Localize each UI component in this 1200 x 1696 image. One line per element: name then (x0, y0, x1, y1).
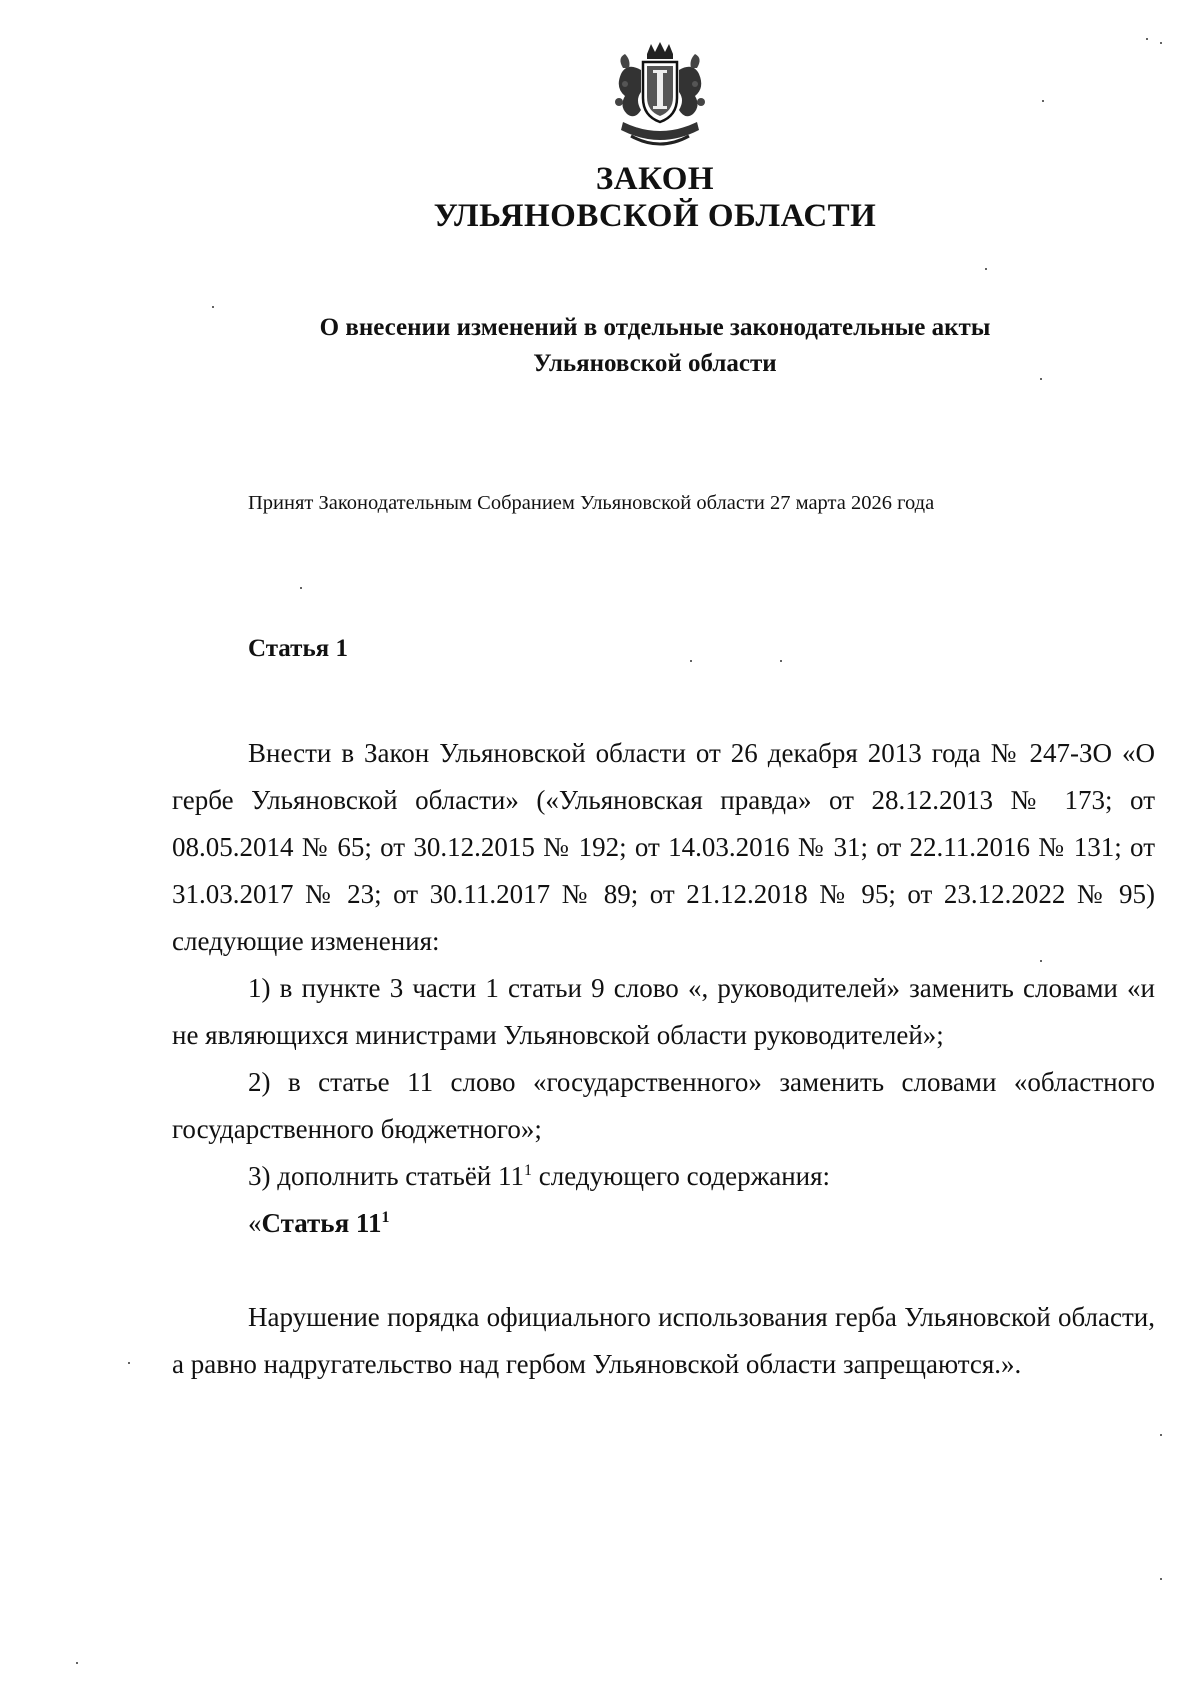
scan-speck (1160, 1434, 1162, 1436)
amendment-item-2: 2) в статье 11 слово «государственного» заменить словами «областного государственного бюджетного»; (172, 1067, 1155, 1144)
amendment-item-3-superscript: 1 (524, 1162, 532, 1179)
scan-speck (1160, 1578, 1162, 1580)
scan-speck (1042, 100, 1044, 102)
spacer (172, 1247, 1155, 1294)
new-article-heading-text: Статья 11 (261, 1208, 382, 1238)
scan-speck (212, 306, 214, 308)
scan-speck (1160, 42, 1162, 44)
scan-speck (76, 1662, 78, 1664)
article-body (172, 730, 1155, 1388)
document-type: ЗАКОН (595, 161, 715, 197)
scan-speck (1040, 378, 1042, 380)
coat-of-arms-icon (605, 40, 715, 155)
scan-speck (128, 1362, 130, 1364)
document-title-line2: Ульяновской области (533, 350, 777, 377)
amendment-item-3 (172, 1153, 1155, 1200)
new-article-superscript: 1 (381, 1209, 390, 1226)
scan-speck (300, 587, 302, 589)
document-issuer: УЛЬЯНОВСКОЙ ОБЛАСТИ (433, 198, 877, 234)
new-article-text: Нарушение порядка официального использования герба Ульяновской области, а равно надругательство над гербом Ульяновской области запрещаются.». (172, 1302, 1155, 1379)
amendment-item-1: 1) в пункте 3 части 1 статьи 9 слово «, руководителей» заменить словами «и не являющихся министрами Ульяновской области руководителей»; (172, 973, 1155, 1050)
amendment-item-3-tail: следующего содержания: (532, 1161, 831, 1191)
adoption-note: Принят Законодательным Собранием Ульяновской области 27 марта 2026 года (248, 492, 935, 514)
document-title-line1: О внесении изменений в отдельные законодательные акты (319, 314, 991, 341)
new-article-heading (172, 1200, 1155, 1247)
scan-speck (1146, 38, 1148, 40)
article-intro-paragraph: Внести в Закон Ульяновской области от 26 декабря 2013 года № 247-ЗО «О гербе Ульяновской области» («Ульяновская правда» от 28.12.2013 № 173; от 08.05.2014 № 65; от 30.12.2015 № 192; от 14.03.2016 № 31; от 22.11.2016 № 131; от 31.03.2017 № 23; от 30.11.2017 № 89; от 21.12.2018 № 95; от 23.12.2022 № 95) следующие изменения: (172, 738, 1155, 956)
new-article-open-quote: « (248, 1208, 262, 1238)
scan-speck (1040, 960, 1042, 962)
scan-speck (985, 268, 987, 270)
amendment-item-3-text: 3) дополнить статьёй 11 (248, 1161, 524, 1191)
scan-speck (690, 660, 692, 662)
article-heading: Статья 1 (248, 635, 348, 662)
scan-speck (780, 660, 782, 662)
